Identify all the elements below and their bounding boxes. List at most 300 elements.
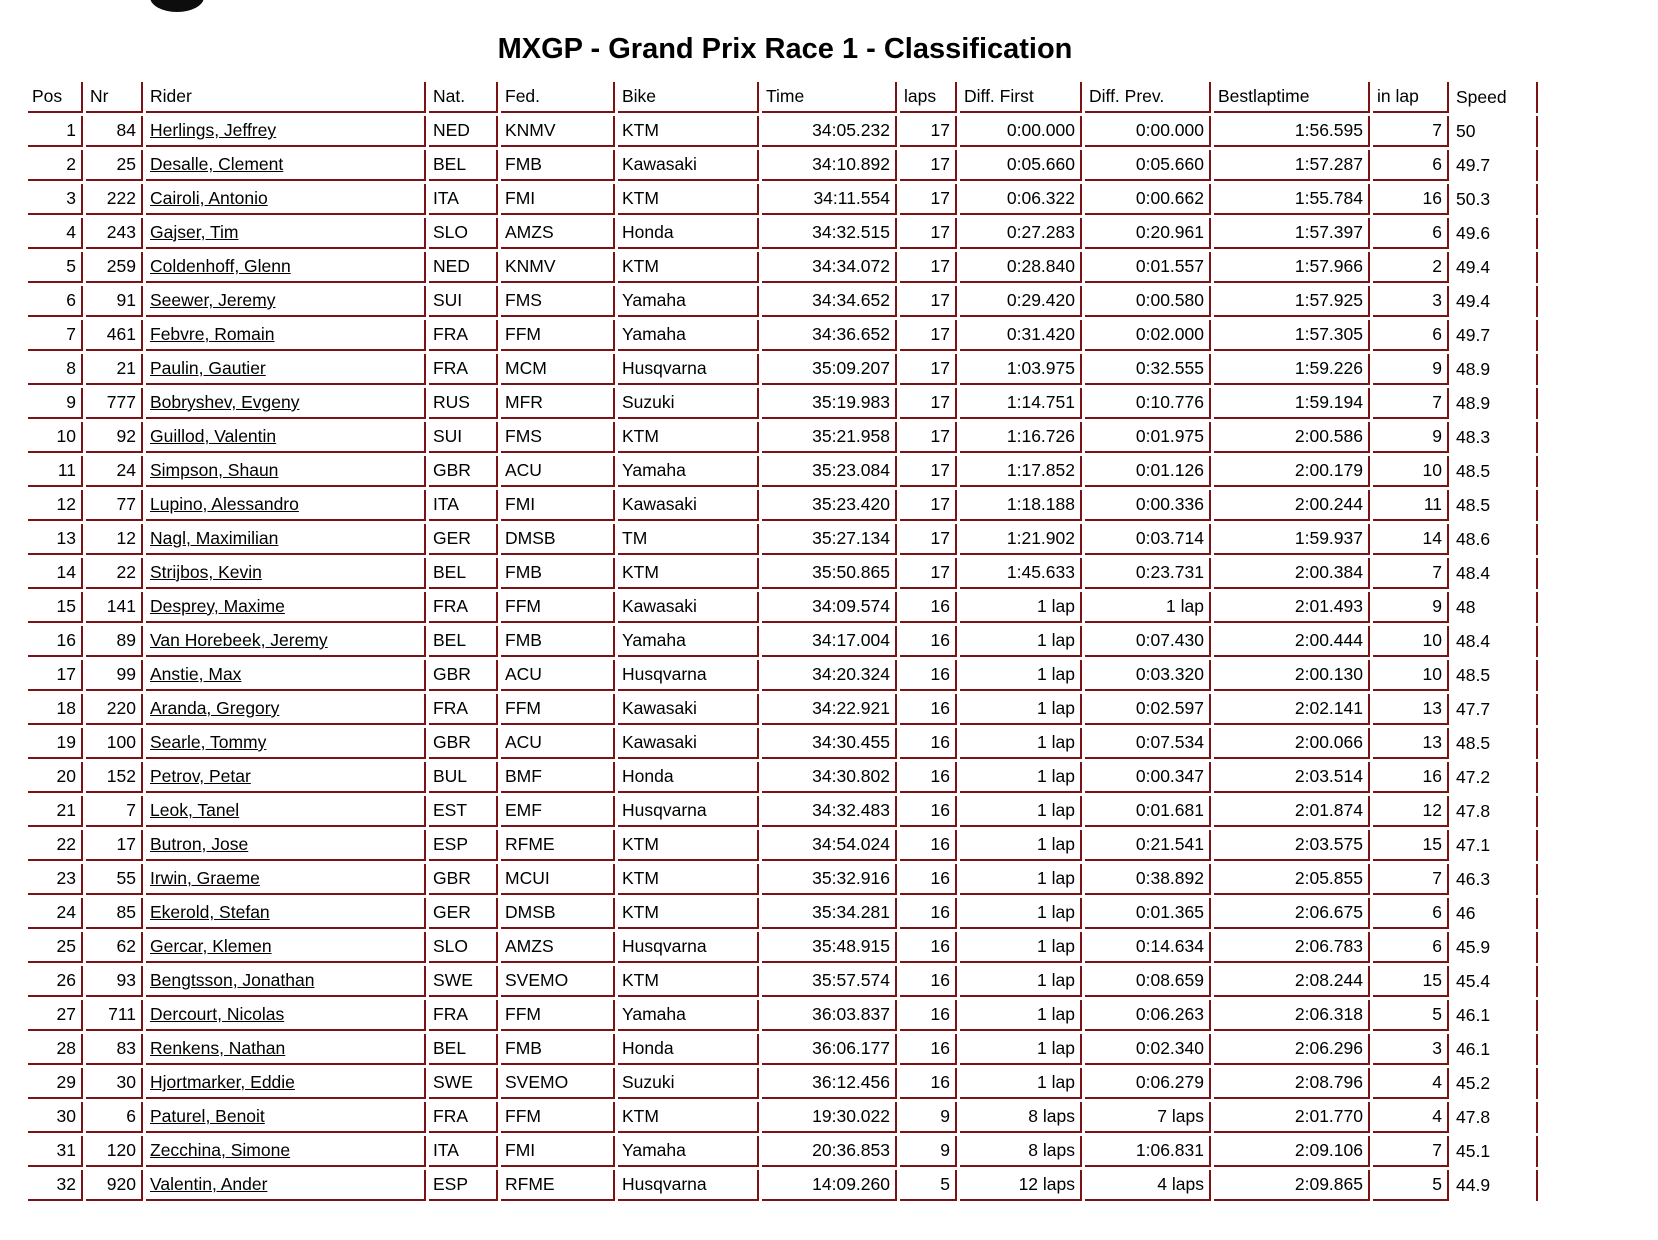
- cell-bestlaptime: 1:57.397: [1214, 218, 1370, 249]
- cell-in_lap: 12: [1373, 796, 1449, 827]
- cell-nat: BEL: [429, 1034, 498, 1065]
- rider-link[interactable]: Butron, Jose: [150, 834, 249, 854]
- cell-pos: 11: [28, 456, 83, 487]
- cell-rider: [146, 490, 426, 521]
- cell-speed: 48.5: [1452, 728, 1538, 759]
- cell-laps: 16: [900, 660, 957, 691]
- cell-rider: [146, 762, 426, 793]
- cell-nr: 99: [86, 660, 143, 691]
- rider-link[interactable]: Bobryshev, Evgeny: [150, 392, 300, 412]
- cell-rider: [146, 558, 426, 589]
- cell-bestlaptime: 2:01.770: [1214, 1102, 1370, 1133]
- cell-in_lap: 13: [1373, 694, 1449, 725]
- cell-pos: 25: [28, 932, 83, 963]
- cell-in_lap: 10: [1373, 660, 1449, 691]
- column-header-diff_prev: Diff. Prev.: [1085, 82, 1211, 113]
- cell-bestlaptime: 1:57.287: [1214, 150, 1370, 181]
- cell-fed: RFME: [501, 1170, 615, 1201]
- cell-diff_first: 12 laps: [960, 1170, 1082, 1201]
- cell-bike: Kawasaki: [618, 490, 759, 521]
- rider-link[interactable]: Hjortmarker, Eddie: [150, 1072, 295, 1092]
- cell-bike: KTM: [618, 184, 759, 215]
- rider-link[interactable]: Paulin, Gautier: [150, 358, 266, 378]
- cell-bestlaptime: 2:01.874: [1214, 796, 1370, 827]
- cell-fed: SVEMO: [501, 1068, 615, 1099]
- rider-link[interactable]: Van Horebeek, Jeremy: [150, 630, 328, 650]
- cell-fed: FMS: [501, 286, 615, 317]
- cell-speed: 46.3: [1452, 864, 1538, 895]
- cell-pos: 10: [28, 422, 83, 453]
- cell-rider: [146, 1000, 426, 1031]
- cell-in_lap: 6: [1373, 932, 1449, 963]
- cell-rider: [146, 1068, 426, 1099]
- cell-speed: 47.1: [1452, 830, 1538, 861]
- rider-link[interactable]: Ekerold, Stefan: [150, 902, 270, 922]
- table-row: [28, 1034, 1538, 1065]
- rider-link[interactable]: Leok, Tanel: [150, 800, 240, 820]
- cell-pos: 7: [28, 320, 83, 351]
- cell-in_lap: 13: [1373, 728, 1449, 759]
- table-row: [28, 388, 1538, 419]
- cell-time: 35:48.915: [762, 932, 897, 963]
- cell-bike: KTM: [618, 1102, 759, 1133]
- cell-laps: 16: [900, 864, 957, 895]
- cell-bestlaptime: 2:00.066: [1214, 728, 1370, 759]
- table-row: [28, 558, 1538, 589]
- cell-laps: 17: [900, 388, 957, 419]
- cell-bike: Yamaha: [618, 626, 759, 657]
- cell-speed: 49.4: [1452, 252, 1538, 283]
- cell-speed: 48.5: [1452, 490, 1538, 521]
- cell-laps: 17: [900, 490, 957, 521]
- cell-nat: EST: [429, 796, 498, 827]
- cell-nr: 12: [86, 524, 143, 555]
- cell-pos: 15: [28, 592, 83, 623]
- cell-nr: 24: [86, 456, 143, 487]
- table-row: [28, 966, 1538, 997]
- cell-diff_first: 1 lap: [960, 898, 1082, 929]
- cell-time: 34:32.515: [762, 218, 897, 249]
- column-header-speed: Speed: [1452, 82, 1538, 113]
- cell-speed: 49.7: [1452, 320, 1538, 351]
- cell-fed: MFR: [501, 388, 615, 419]
- cell-nat: NED: [429, 116, 498, 147]
- rider-link[interactable]: Febvre, Romain: [150, 324, 275, 344]
- rider-link[interactable]: Valentin, Ander: [150, 1174, 268, 1194]
- column-header-pos: Pos: [28, 82, 83, 113]
- cell-time: 34:17.004: [762, 626, 897, 657]
- cell-in_lap: 6: [1373, 150, 1449, 181]
- cell-in_lap: 15: [1373, 830, 1449, 861]
- cell-laps: 16: [900, 966, 957, 997]
- cell-pos: 13: [28, 524, 83, 555]
- rider-link[interactable]: Paturel, Benoit: [150, 1106, 265, 1126]
- cell-in_lap: 3: [1373, 286, 1449, 317]
- cell-bike: Kawasaki: [618, 694, 759, 725]
- cell-speed: 50.3: [1452, 184, 1538, 215]
- cell-bike: Husqvarna: [618, 660, 759, 691]
- cell-bestlaptime: 2:00.444: [1214, 626, 1370, 657]
- rider-link[interactable]: Gajser, Tim: [150, 222, 239, 242]
- cell-pos: 27: [28, 1000, 83, 1031]
- cell-rider: [146, 932, 426, 963]
- rider-link[interactable]: Strijbos, Kevin: [150, 562, 262, 582]
- cell-bestlaptime: 2:00.384: [1214, 558, 1370, 589]
- cell-bike: Honda: [618, 1034, 759, 1065]
- cell-laps: 17: [900, 354, 957, 385]
- cell-bike: Yamaha: [618, 1000, 759, 1031]
- cell-nat: BUL: [429, 762, 498, 793]
- cell-pos: 18: [28, 694, 83, 725]
- cell-bike: Yamaha: [618, 1136, 759, 1167]
- cell-pos: 31: [28, 1136, 83, 1167]
- cell-in_lap: 16: [1373, 184, 1449, 215]
- cell-bestlaptime: 1:59.226: [1214, 354, 1370, 385]
- cell-in_lap: 14: [1373, 524, 1449, 555]
- column-header-diff_first: Diff. First: [960, 82, 1082, 113]
- cell-rider: [146, 422, 426, 453]
- cell-diff_prev: 0:00.000: [1085, 116, 1211, 147]
- cell-bestlaptime: 2:09.106: [1214, 1136, 1370, 1167]
- rider-link[interactable]: Simpson, Shaun: [150, 460, 279, 480]
- cell-nat: NED: [429, 252, 498, 283]
- rider-link[interactable]: Petrov, Petar: [150, 766, 251, 786]
- table-row: [28, 626, 1538, 657]
- cell-diff_first: 1:17.852: [960, 456, 1082, 487]
- cell-fed: ACU: [501, 728, 615, 759]
- cell-nat: FRA: [429, 592, 498, 623]
- cell-diff_prev: 0:23.731: [1085, 558, 1211, 589]
- cell-pos: 16: [28, 626, 83, 657]
- cell-laps: 17: [900, 150, 957, 181]
- cell-time: 35:23.420: [762, 490, 897, 521]
- cell-laps: 16: [900, 830, 957, 861]
- column-header-laps: laps: [900, 82, 957, 113]
- cell-diff_prev: 0:10.776: [1085, 388, 1211, 419]
- cell-nr: 62: [86, 932, 143, 963]
- cell-rider: [146, 966, 426, 997]
- cell-diff_first: 1:21.902: [960, 524, 1082, 555]
- cell-time: 34:22.921: [762, 694, 897, 725]
- cell-diff_prev: 0:14.634: [1085, 932, 1211, 963]
- cell-diff_prev: 0:02.000: [1085, 320, 1211, 351]
- rider-link[interactable]: Lupino, Alessandro: [150, 494, 299, 514]
- cell-pos: 21: [28, 796, 83, 827]
- table-row: [28, 796, 1538, 827]
- cell-fed: FMB: [501, 1034, 615, 1065]
- cell-nr: 25: [86, 150, 143, 181]
- cell-diff_prev: 0:00.336: [1085, 490, 1211, 521]
- cell-speed: 46.1: [1452, 1034, 1538, 1065]
- cell-diff_first: 0:29.420: [960, 286, 1082, 317]
- cell-fed: FMI: [501, 490, 615, 521]
- cell-time: 34:32.483: [762, 796, 897, 827]
- cell-time: 20:36.853: [762, 1136, 897, 1167]
- rider-link[interactable]: Seewer, Jeremy: [150, 290, 276, 310]
- cell-bike: KTM: [618, 422, 759, 453]
- cell-nr: 22: [86, 558, 143, 589]
- rider-link[interactable]: Herlings, Jeffrey: [150, 120, 277, 140]
- table-row: [28, 456, 1538, 487]
- cell-time: 35:19.983: [762, 388, 897, 419]
- cell-bestlaptime: 1:59.937: [1214, 524, 1370, 555]
- page-title: MXGP - Grand Prix Race 1 - Classification: [497, 33, 1073, 65]
- cell-fed: FMB: [501, 558, 615, 589]
- cell-diff_prev: 0:02.340: [1085, 1034, 1211, 1065]
- cell-rider: [146, 320, 426, 351]
- cell-in_lap: 7: [1373, 864, 1449, 895]
- cell-nr: 222: [86, 184, 143, 215]
- rider-link[interactable]: Desprey, Maxime: [150, 596, 285, 616]
- cell-bestlaptime: 2:06.675: [1214, 898, 1370, 929]
- cell-pos: 30: [28, 1102, 83, 1133]
- cell-laps: 16: [900, 626, 957, 657]
- cell-speed: 48.4: [1452, 558, 1538, 589]
- cell-diff_first: 1 lap: [960, 830, 1082, 861]
- cell-diff_prev: 0:00.662: [1085, 184, 1211, 215]
- cell-in_lap: 11: [1373, 490, 1449, 521]
- cell-nr: 92: [86, 422, 143, 453]
- cell-bike: Husqvarna: [618, 796, 759, 827]
- cell-diff_first: 1 lap: [960, 796, 1082, 827]
- cell-time: 34:30.455: [762, 728, 897, 759]
- column-header-in_lap: in lap: [1373, 82, 1449, 113]
- cell-nat: GBR: [429, 660, 498, 691]
- cell-speed: 48.9: [1452, 388, 1538, 419]
- cell-pos: 24: [28, 898, 83, 929]
- cell-nat: BEL: [429, 558, 498, 589]
- cell-pos: 6: [28, 286, 83, 317]
- rider-link[interactable]: Desalle, Clement: [150, 154, 284, 174]
- cell-pos: 3: [28, 184, 83, 215]
- cell-nat: SUI: [429, 422, 498, 453]
- rider-link[interactable]: Anstie, Max: [150, 664, 242, 684]
- cell-laps: 16: [900, 1068, 957, 1099]
- cell-pos: 19: [28, 728, 83, 759]
- cell-nat: SUI: [429, 286, 498, 317]
- table-row: [28, 830, 1538, 861]
- rider-link[interactable]: Bengtsson, Jonathan: [150, 970, 315, 990]
- cell-fed: FMI: [501, 184, 615, 215]
- cell-diff_prev: 0:01.126: [1085, 456, 1211, 487]
- cell-diff_prev: 0:07.534: [1085, 728, 1211, 759]
- cell-laps: 16: [900, 592, 957, 623]
- cell-diff_prev: 7 laps: [1085, 1102, 1211, 1133]
- cell-diff_first: 1 lap: [960, 1068, 1082, 1099]
- cell-laps: 9: [900, 1102, 957, 1133]
- table-row: [28, 218, 1538, 249]
- column-header-fed: Fed.: [501, 82, 615, 113]
- cell-nat: BEL: [429, 626, 498, 657]
- cell-rider: [146, 626, 426, 657]
- cell-fed: FFM: [501, 592, 615, 623]
- cell-pos: 1: [28, 116, 83, 147]
- cell-fed: MCUI: [501, 864, 615, 895]
- cell-fed: RFME: [501, 830, 615, 861]
- cell-nr: 777: [86, 388, 143, 419]
- cell-diff_first: 1 lap: [960, 694, 1082, 725]
- cell-nat: ITA: [429, 1136, 498, 1167]
- cell-bestlaptime: 2:06.318: [1214, 1000, 1370, 1031]
- cell-speed: 44.9: [1452, 1170, 1538, 1201]
- cell-laps: 17: [900, 456, 957, 487]
- cell-diff_prev: 0:01.365: [1085, 898, 1211, 929]
- rider-link[interactable]: Aranda, Gregory: [150, 698, 280, 718]
- cell-fed: SVEMO: [501, 966, 615, 997]
- table-row: [28, 524, 1538, 555]
- cell-laps: 17: [900, 558, 957, 589]
- cell-in_lap: 4: [1373, 1102, 1449, 1133]
- cell-bestlaptime: 2:02.141: [1214, 694, 1370, 725]
- table-header: [28, 82, 1538, 113]
- cell-diff_first: 1 lap: [960, 626, 1082, 657]
- rider-link[interactable]: Guillod, Valentin: [150, 426, 277, 446]
- rider-link[interactable]: Coldenhoff, Glenn: [150, 256, 291, 276]
- cell-speed: 48.4: [1452, 626, 1538, 657]
- cell-bike: Kawasaki: [618, 150, 759, 181]
- cell-bike: Husqvarna: [618, 354, 759, 385]
- cell-speed: 45.4: [1452, 966, 1538, 997]
- cell-speed: 49.7: [1452, 150, 1538, 181]
- cell-rider: [146, 728, 426, 759]
- rider-link[interactable]: Nagl, Maximilian: [150, 528, 279, 548]
- cell-laps: 17: [900, 116, 957, 147]
- cell-rider: [146, 1170, 426, 1201]
- cell-laps: 16: [900, 762, 957, 793]
- cell-nr: 77: [86, 490, 143, 521]
- cell-laps: 16: [900, 694, 957, 725]
- cell-diff_prev: 0:00.580: [1085, 286, 1211, 317]
- cell-in_lap: 7: [1373, 558, 1449, 589]
- cell-nr: 55: [86, 864, 143, 895]
- cell-time: 34:30.802: [762, 762, 897, 793]
- cell-nr: 711: [86, 1000, 143, 1031]
- cell-bestlaptime: 2:00.586: [1214, 422, 1370, 453]
- rider-link[interactable]: Cairoli, Antonio: [150, 188, 268, 208]
- cell-nr: 84: [86, 116, 143, 147]
- cell-diff_prev: 0:01.557: [1085, 252, 1211, 283]
- cell-fed: KNMV: [501, 252, 615, 283]
- cell-bike: Honda: [618, 762, 759, 793]
- cell-pos: 9: [28, 388, 83, 419]
- cell-bestlaptime: 2:00.244: [1214, 490, 1370, 521]
- cell-time: 34:34.072: [762, 252, 897, 283]
- cell-bike: KTM: [618, 898, 759, 929]
- cell-in_lap: 5: [1373, 1000, 1449, 1031]
- cell-in_lap: 7: [1373, 1136, 1449, 1167]
- rider-link[interactable]: Gercar, Klemen: [150, 936, 272, 956]
- cell-bike: Kawasaki: [618, 592, 759, 623]
- cell-diff_first: 0:31.420: [960, 320, 1082, 351]
- cell-diff_prev: 0:08.659: [1085, 966, 1211, 997]
- table-row: [28, 320, 1538, 351]
- cell-bestlaptime: 2:01.493: [1214, 592, 1370, 623]
- cell-in_lap: 15: [1373, 966, 1449, 997]
- cell-nat: SLO: [429, 218, 498, 249]
- cell-diff_prev: 1:06.831: [1085, 1136, 1211, 1167]
- cell-bestlaptime: 2:06.296: [1214, 1034, 1370, 1065]
- cell-nat: FRA: [429, 694, 498, 725]
- rider-link[interactable]: Irwin, Graeme: [150, 868, 260, 888]
- cell-rider: [146, 286, 426, 317]
- cell-rider: [146, 660, 426, 691]
- table-row: [28, 932, 1538, 963]
- cell-diff_prev: 0:03.714: [1085, 524, 1211, 555]
- cell-rider: [146, 524, 426, 555]
- cell-bike: Kawasaki: [618, 728, 759, 759]
- cell-nat: ITA: [429, 184, 498, 215]
- cell-pos: 12: [28, 490, 83, 521]
- cell-time: 35:57.574: [762, 966, 897, 997]
- cell-speed: 46.1: [1452, 1000, 1538, 1031]
- classification-table: [25, 79, 1541, 1204]
- cell-in_lap: 9: [1373, 422, 1449, 453]
- cell-diff_prev: 0:00.347: [1085, 762, 1211, 793]
- cell-laps: 16: [900, 796, 957, 827]
- rider-link[interactable]: Dercourt, Nicolas: [150, 1004, 285, 1024]
- cell-diff_prev: 0:06.263: [1085, 1000, 1211, 1031]
- cell-in_lap: 10: [1373, 626, 1449, 657]
- cell-bike: KTM: [618, 830, 759, 861]
- cell-nr: 243: [86, 218, 143, 249]
- cell-fed: FMS: [501, 422, 615, 453]
- cell-rider: [146, 1034, 426, 1065]
- cell-speed: 47.2: [1452, 762, 1538, 793]
- cell-time: 19:30.022: [762, 1102, 897, 1133]
- cell-rider: [146, 1102, 426, 1133]
- cell-diff_first: 1 lap: [960, 1034, 1082, 1065]
- cell-speed: 48.9: [1452, 354, 1538, 385]
- cell-diff_prev: 0:32.555: [1085, 354, 1211, 385]
- cell-laps: 17: [900, 524, 957, 555]
- cell-diff_first: 1 lap: [960, 1000, 1082, 1031]
- cell-nat: FRA: [429, 1102, 498, 1133]
- table-body: [28, 116, 1538, 1201]
- cell-laps: 17: [900, 184, 957, 215]
- cell-diff_prev: 0:21.541: [1085, 830, 1211, 861]
- cell-rider: [146, 830, 426, 861]
- rider-link[interactable]: Renkens, Nathan: [150, 1038, 286, 1058]
- cell-diff_first: 1:14.751: [960, 388, 1082, 419]
- cell-diff_prev: 0:03.320: [1085, 660, 1211, 691]
- cell-time: 34:34.652: [762, 286, 897, 317]
- column-header-nr: Nr: [86, 82, 143, 113]
- cell-in_lap: 3: [1373, 1034, 1449, 1065]
- cell-bestlaptime: 1:59.194: [1214, 388, 1370, 419]
- cell-diff_first: 0:05.660: [960, 150, 1082, 181]
- cell-bestlaptime: 2:00.179: [1214, 456, 1370, 487]
- cell-laps: 9: [900, 1136, 957, 1167]
- cell-nr: 85: [86, 898, 143, 929]
- cell-diff_first: 1:45.633: [960, 558, 1082, 589]
- table-row: [28, 1068, 1538, 1099]
- cell-rider: [146, 694, 426, 725]
- cell-time: 34:05.232: [762, 116, 897, 147]
- cell-bike: KTM: [618, 252, 759, 283]
- cell-fed: KNMV: [501, 116, 615, 147]
- cell-time: 34:54.024: [762, 830, 897, 861]
- cell-in_lap: 10: [1373, 456, 1449, 487]
- cell-time: 34:20.324: [762, 660, 897, 691]
- cell-bestlaptime: 2:05.855: [1214, 864, 1370, 895]
- cell-diff_prev: 0:07.430: [1085, 626, 1211, 657]
- cell-bike: Suzuki: [618, 388, 759, 419]
- cell-bestlaptime: 2:09.865: [1214, 1170, 1370, 1201]
- rider-link[interactable]: Searle, Tommy: [150, 732, 267, 752]
- cell-time: 34:10.892: [762, 150, 897, 181]
- rider-link[interactable]: Zecchina, Simone: [150, 1140, 291, 1160]
- cell-nr: 220: [86, 694, 143, 725]
